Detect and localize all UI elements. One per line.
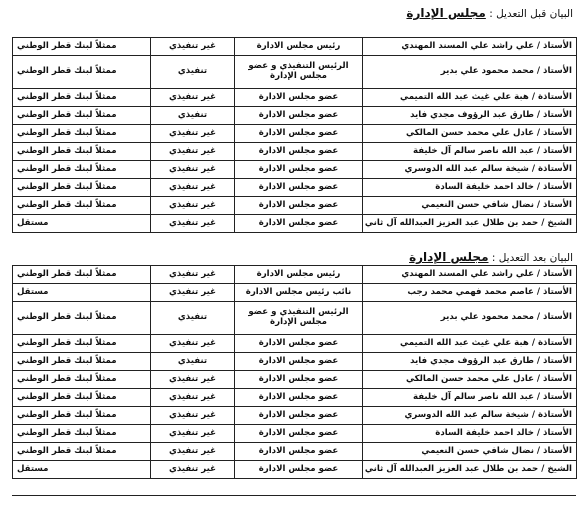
member-name: الأستاذ / عبد الله ناصر سالم آل خليفة — [363, 143, 577, 161]
member-position: عضو مجلس الادارة — [235, 335, 363, 353]
table-row — [13, 353, 577, 371]
board-table-before — [12, 37, 577, 233]
table-row — [13, 215, 577, 233]
member-name: الأستاذ / طارق عبد الرؤوف مجدي فايد — [363, 107, 577, 125]
member-type: تنفيذي — [151, 107, 235, 125]
heading-before-prefix: البيان قبل التعديل : — [489, 8, 573, 20]
bottom-rule — [12, 495, 576, 496]
member-representation: ممثلاً لبنك قطر الوطني — [13, 335, 151, 353]
member-type: غير تنفيذي — [151, 443, 235, 461]
member-type: تنفيذي — [151, 353, 235, 371]
table-row — [13, 143, 577, 161]
member-type: غير تنفيذي — [151, 143, 235, 161]
member-position: عضو مجلس الادارة — [235, 461, 363, 479]
member-position: عضو مجلس الادارة — [235, 107, 363, 125]
member-type: غير تنفيذي — [151, 407, 235, 425]
member-type: غير تنفيذي — [151, 389, 235, 407]
member-position: عضو مجلس الادارة — [235, 407, 363, 425]
member-type: غير تنفيذي — [151, 425, 235, 443]
member-type: غير تنفيذي — [151, 215, 235, 233]
member-name: الأستاذ / عادل علي محمد حسن المالكي — [363, 125, 577, 143]
member-position: عضو مجلس الادارة — [235, 215, 363, 233]
member-name: الأستاذ / علي راشد علي المسند المهندي — [363, 266, 577, 284]
member-representation: ممثلاً لبنك قطر الوطني — [13, 107, 151, 125]
member-type: غير تنفيذي — [151, 371, 235, 389]
table-row — [13, 371, 577, 389]
member-type: غير تنفيذي — [151, 179, 235, 197]
member-name: الأستاذة / هبة علي غيث عبد الله التميمي — [363, 89, 577, 107]
table-row — [13, 302, 577, 335]
member-position: عضو مجلس الادارة — [235, 197, 363, 215]
board-table-after-body — [13, 266, 577, 479]
member-name: الأستاذ / محمد محمود علي بدير — [363, 56, 577, 89]
member-name: الشيخ / حمد بن طلال عبد العزيز العبدالله آل ثاني — [363, 215, 577, 233]
board-table-after — [12, 265, 577, 479]
member-type: غير تنفيذي — [151, 461, 235, 479]
member-name: الأستاذ / خالد احمد خليفة السادة — [363, 179, 577, 197]
member-name: الأستاذ / محمد محمود علي بدير — [363, 302, 577, 335]
heading-after-prefix: البيان بعد التعديل : — [491, 252, 573, 264]
member-representation: ممثلاً لبنك قطر الوطني — [13, 443, 151, 461]
member-representation: مستقل — [13, 284, 151, 302]
member-position: رئيس مجلس الادارة — [235, 38, 363, 56]
member-name: الأستاذة / شيخة سالم عبد الله الدوسري — [363, 407, 577, 425]
member-name: الأستاذ / عبد الله ناصر سالم آل خليفة — [363, 389, 577, 407]
member-type: غير تنفيذي — [151, 284, 235, 302]
member-type: غير تنفيذي — [151, 335, 235, 353]
table-row — [13, 197, 577, 215]
member-representation: ممثلاً لبنك قطر الوطني — [13, 425, 151, 443]
member-type: غير تنفيذي — [151, 161, 235, 179]
table-row — [13, 443, 577, 461]
member-name: الأستاذ / خالد احمد خليفة السادة — [363, 425, 577, 443]
member-type: غير تنفيذي — [151, 197, 235, 215]
member-position: عضو مجلس الادارة — [235, 371, 363, 389]
heading-after — [409, 250, 573, 265]
member-position: عضو مجلس الادارة — [235, 443, 363, 461]
member-representation: ممثلاً لبنك قطر الوطني — [13, 197, 151, 215]
member-position: عضو مجلس الادارة — [235, 353, 363, 371]
table-row — [13, 389, 577, 407]
member-type: تنفيذي — [151, 302, 235, 335]
table-row — [13, 38, 577, 56]
member-type: غير تنفيذي — [151, 38, 235, 56]
table-row — [13, 425, 577, 443]
member-name: الأستاذ / عاصم محمد فهمي محمد رجب — [363, 284, 577, 302]
heading-after-title: مجلس الإدارة — [409, 250, 489, 264]
member-representation: مستقل — [13, 215, 151, 233]
member-type: غير تنفيذي — [151, 125, 235, 143]
member-position: نائب رئيس مجلس الادارة — [235, 284, 363, 302]
member-representation: ممثلاً لبنك قطر الوطني — [13, 407, 151, 425]
member-representation: ممثلاً لبنك قطر الوطني — [13, 161, 151, 179]
member-representation: ممثلاً لبنك قطر الوطني — [13, 56, 151, 89]
member-type: تنفيذي — [151, 56, 235, 89]
member-representation: ممثلاً لبنك قطر الوطني — [13, 389, 151, 407]
member-representation: ممثلاً لبنك قطر الوطني — [13, 38, 151, 56]
member-type: غير تنفيذي — [151, 266, 235, 284]
table-row — [13, 125, 577, 143]
member-name: الأستاذ / نضال شافي حسن النعيمي — [363, 443, 577, 461]
member-position: عضو مجلس الادارة — [235, 143, 363, 161]
member-type: غير تنفيذي — [151, 89, 235, 107]
member-position: رئيس مجلس الادارة — [235, 266, 363, 284]
table-row — [13, 461, 577, 479]
heading-before-title: مجلس الإدارة — [406, 6, 486, 20]
member-representation: مستقل — [13, 461, 151, 479]
member-name: الأستاذة / هبة علي غيث عبد الله التميمي — [363, 335, 577, 353]
member-representation: ممثلاً لبنك قطر الوطني — [13, 179, 151, 197]
table-row — [13, 266, 577, 284]
member-position: عضو مجلس الادارة — [235, 425, 363, 443]
table-row — [13, 89, 577, 107]
member-representation: ممثلاً لبنك قطر الوطني — [13, 143, 151, 161]
member-position: الرئيس التنفيذي و عضو مجلس الإدارة — [235, 56, 363, 89]
table-row — [13, 335, 577, 353]
table-row — [13, 56, 577, 89]
member-position: عضو مجلس الادارة — [235, 161, 363, 179]
member-position: عضو مجلس الادارة — [235, 125, 363, 143]
member-name: الأستاذ / عادل علي محمد حسن المالكي — [363, 371, 577, 389]
member-name: الأستاذ / طارق عبد الرؤوف مجدي فايد — [363, 353, 577, 371]
member-representation: ممثلاً لبنك قطر الوطني — [13, 371, 151, 389]
member-representation: ممثلاً لبنك قطر الوطني — [13, 125, 151, 143]
member-position: عضو مجلس الادارة — [235, 179, 363, 197]
member-representation: ممثلاً لبنك قطر الوطني — [13, 302, 151, 335]
member-name: الشيخ / حمد بن طلال عبد العزيز العبدالله آل ثاني — [363, 461, 577, 479]
member-position: عضو مجلس الادارة — [235, 389, 363, 407]
member-representation: ممثلاً لبنك قطر الوطني — [13, 89, 151, 107]
member-name: الأستاذ / علي راشد علي المسند المهندي — [363, 38, 577, 56]
table-row — [13, 179, 577, 197]
member-position: الرئيس التنفيذي و عضو مجلس الإدارة — [235, 302, 363, 335]
member-name: الأستاذة / شيخة سالم عبد الله الدوسري — [363, 161, 577, 179]
table-row — [13, 161, 577, 179]
member-representation: ممثلاً لبنك قطر الوطني — [13, 353, 151, 371]
member-position: عضو مجلس الادارة — [235, 89, 363, 107]
table-row — [13, 407, 577, 425]
member-representation: ممثلاً لبنك قطر الوطني — [13, 266, 151, 284]
board-table-before-body — [13, 38, 577, 233]
table-row — [13, 107, 577, 125]
member-name: الأستاذ / نضال شافي حسن النعيمي — [363, 197, 577, 215]
table-row — [13, 284, 577, 302]
heading-before — [406, 6, 573, 21]
